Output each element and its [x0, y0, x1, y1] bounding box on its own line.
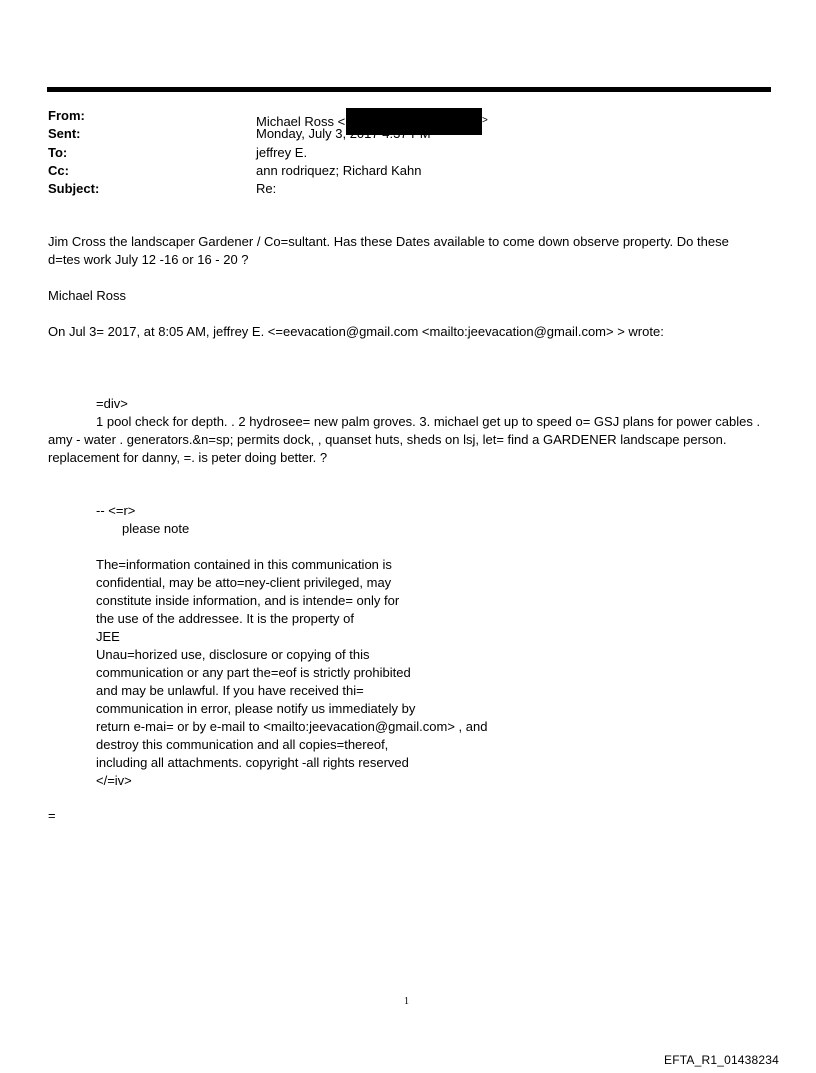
trailing-equals: =	[48, 808, 56, 823]
disclaimer-line: Unau=horized use, disclosure or copying of this	[96, 647, 370, 662]
disclaimer-line: communication or any part the=eof is strictly prohibited	[96, 665, 411, 680]
subject-value: Re:	[256, 181, 277, 196]
quoted-signature-separator: -- <=r>	[96, 503, 136, 518]
cc-value: ann rodriquez; Richard Kahn	[256, 163, 422, 178]
disclaimer-line: The=information contained in this communication is	[96, 557, 392, 572]
quote-intro: On Jul 3= 2017, at 8:05 AM, jeffrey E. <=eevacation@gmail.com <mailto:jeevacation@gmail.com> > wrote:	[48, 324, 664, 339]
disclaimer-line: constitute inside information, and is intende= only for	[96, 593, 400, 608]
message-signature: Michael Ross	[48, 288, 127, 303]
quoted-task-paragraph: 1 pool check for depth. . 2 hydrosee= new palm groves. 3. michael get up to speed o= GSJ plans for power cables . amy - water . generators.&n=sp; permits dock, , quanset huts, sheds on lsj, let= find a GARDENER landscape person. replacement for danny, =. is peter doing better. ?	[48, 414, 761, 465]
disclaimer-line: confidential, may be atto=ney-client privileged, may	[96, 575, 392, 590]
message-line-2: d=tes work July 12 -16 or 16 - 20 ?	[48, 252, 249, 267]
disclaimer-line: the use of the addressee. It is the property of	[96, 611, 354, 626]
cc-label: Cc:	[48, 163, 69, 178]
from-name: Michael Ross <	[256, 114, 346, 129]
confidentiality-disclaimer	[96, 556, 487, 790]
quoted-div-open: =div>	[96, 396, 128, 411]
disclaimer-line: JEE	[96, 629, 120, 644]
disclaimer-line: destroy this communication and all copies=thereof,	[96, 737, 389, 752]
page-number: 1	[404, 996, 409, 1007]
sent-value: Monday, July 3, 2017 4:37 PM	[256, 126, 431, 141]
from-label: From:	[48, 108, 85, 123]
sent-label: Sent:	[48, 126, 81, 141]
disclaimer-line: and may be unlawful. If you have received thi=	[96, 683, 364, 698]
disclaimer-line: communication in error, please notify us immediately by	[96, 701, 416, 716]
disclaimer-line: return e-mai= or by e-mail to <mailto:jeevacation@gmail.com> , and	[96, 719, 488, 734]
header-top-rule	[47, 87, 771, 92]
please-note: please note	[122, 521, 190, 536]
disclaimer-line: including all attachments. copyright -all rights reserved	[96, 755, 409, 770]
to-label: To:	[48, 145, 68, 160]
from-email-closing-bracket: >	[482, 115, 488, 126]
bates-number: EFTA_R1_01438234	[664, 1053, 780, 1067]
to-value: jeffrey E.	[256, 145, 308, 160]
subject-label: Subject:	[48, 181, 100, 196]
message-line-1: Jim Cross the landscaper Gardener / Co=sultant. Has these Dates available to come down observe property. Do these	[48, 234, 729, 249]
disclaimer-line: </=iv>	[96, 773, 132, 788]
